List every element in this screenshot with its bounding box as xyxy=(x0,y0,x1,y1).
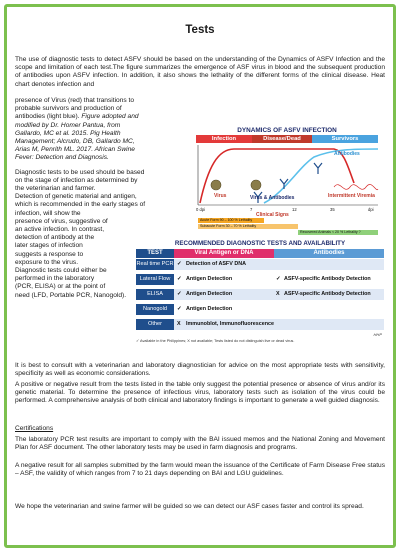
cell-mark: ✓ xyxy=(177,276,182,282)
left-line: infection, will show the xyxy=(15,209,81,217)
cell-mark: X xyxy=(276,291,280,297)
header-test: TEST xyxy=(136,249,174,258)
left-line: detection of antibody at the xyxy=(15,234,95,242)
cell-antigen: Antigen Detection xyxy=(186,291,233,297)
left-line: Management; Alcrudo, DB, Gallardo MC, xyxy=(15,138,135,146)
pcr-paragraph: The laboratory PCR test results are important to comply with the BAI issued memos and the National Zoning and Movement Plan for ASF document. The other laboratory tests may be used in farm diagnosis and programs. xyxy=(15,436,385,452)
cell-mark: ✓ xyxy=(177,291,182,297)
left-line: the veterinarian and farmer. xyxy=(15,185,96,193)
row-label: Lateral Flow xyxy=(136,274,174,285)
x-tick: 7 xyxy=(250,207,253,212)
left-line: exposure to the virus. xyxy=(15,258,79,266)
result-paragraph: A positive or negative result from the tests listed in the table only suggest the potential presence or absence of virus and/or its genetic material. To determine the presence of infectious virus, laboratory tests such as isolation of the virus could be performed. A comprehensive analysis of both clinical and laboratory findings is important to generate a well guided diagnosis. xyxy=(15,381,385,405)
left-line: (PCR, ELISA) or at the point of xyxy=(15,283,106,291)
acute-bar: Acute Form 90 – 100 % Lethality xyxy=(198,218,264,223)
left-line: an active infection. In contrast, xyxy=(15,226,105,234)
left-line: on the stage of infection as determined by xyxy=(15,176,138,184)
left-line: Diagnostic tests could either be xyxy=(15,267,107,275)
cell-mark: ✓ xyxy=(177,261,182,267)
left-line: Detection of genetic material and antigen, xyxy=(15,193,137,201)
intro-paragraph: The use of diagnostic tests to detect ASFV should be based on the understanding of the Dynamics of ASFV Infection and the scope and limitation of each test.The figure summarizes the emergence of ASF virus in blood and the subsequent production of antibodies upon ASFV infection. In addition, it also shows the lethality of the different forms of the clinical disease. Heat chart denotes infection and xyxy=(15,56,385,88)
table-signature: HHP xyxy=(373,332,382,337)
certifications-heading: Certifications xyxy=(15,425,54,432)
row-label: Nanogold xyxy=(136,304,174,315)
recovered-bar: Recovered Animals < 20 % Lethality ? xyxy=(298,230,378,235)
left-line: suggests a response to xyxy=(15,250,84,258)
label-virus: Virus xyxy=(214,193,227,199)
table-title: RECOMMENDED DIAGNOSTIC TESTS AND AVAILABILITY xyxy=(174,240,346,247)
left-line: presence of Virus (red) that transitions to xyxy=(15,97,134,104)
x-tick: 35 xyxy=(330,207,335,212)
left-line-text: antibodies (light blue). xyxy=(15,113,80,121)
cell-mark: ✓ xyxy=(177,306,182,312)
page-title: Tests xyxy=(185,24,215,36)
left-line: Arias M, Penrith ML. 2017. African Swine xyxy=(15,146,135,154)
viremia-curve xyxy=(334,184,378,189)
left-line: need (LFD, Portable PCR, Nanogold). xyxy=(15,291,127,299)
left-line: Gallardo, MC et al. 2015. Pig Health xyxy=(15,129,121,137)
phase-disease: Disease/Dead xyxy=(252,135,312,143)
cell-antibody: ASFV-specific Antibody Detection xyxy=(284,276,371,282)
left-line: Fever: Detection and Diagnosis. xyxy=(15,154,109,162)
row-label: ELISA xyxy=(136,289,174,300)
table-row xyxy=(136,289,384,300)
table-row xyxy=(136,304,384,315)
left-line: presence of virus, suggestive of xyxy=(15,217,108,225)
left-line: modified by Dr. Homer Pantua, from xyxy=(15,121,121,129)
cell-antigen: Detection of ASFV DNA xyxy=(186,261,246,267)
x-tick: dpi xyxy=(368,207,374,212)
tests-table xyxy=(136,240,384,346)
label-virus-antibodies: Virus & Antibodies xyxy=(250,195,295,201)
consult-paragraph: It is best to consult with a veterinarian and laboratory diagnostician for advice on the most appropriate tests with sensitivity, specificity as well as economic considerations. xyxy=(15,362,385,378)
left-line xyxy=(15,113,193,121)
cell-mark: X xyxy=(177,321,181,327)
row-label: Other xyxy=(136,319,174,330)
left-line: later stages of infection xyxy=(15,242,83,250)
label-viremia: Intermittent Viremia xyxy=(328,193,375,199)
x-tick: 0 dpi xyxy=(196,207,206,212)
cell-antigen: Antigen Detection xyxy=(186,306,233,312)
row-label: Real time PCR xyxy=(136,259,174,270)
table-footnote: ✓ Available in the Philippines; X not available; Tests listed do not distinguish live or dead virus. xyxy=(136,339,295,343)
left-line-italic: Figure adopted and xyxy=(79,113,139,121)
table-row xyxy=(136,319,384,330)
left-line: Diagnostic tests to be used should be based xyxy=(15,168,145,176)
x-tick: 12 xyxy=(292,207,297,212)
x-label: Clinical Signs xyxy=(256,212,289,218)
phase-infection: Infection xyxy=(196,135,252,143)
cell-antigen: Antigen Detection xyxy=(186,276,233,282)
left-line: performed in the laboratory xyxy=(15,275,95,283)
table-row xyxy=(136,274,384,285)
virus-icon xyxy=(251,180,261,190)
cell-antigen: Immunoblot, Immunofluorescence xyxy=(186,321,275,327)
header-antibodies: Antibodies xyxy=(274,249,384,258)
left-line: which is recommended in the early stages of xyxy=(15,201,146,209)
header-antigen: Viral Antigen or DNA xyxy=(174,249,274,258)
left-line: probable survivors and production of xyxy=(15,105,122,113)
negative-result-paragraph: A negative result for all samples submitted by the farm would mean the issuance of the Certificate of Farm Disease Free status – ASF, the validity of which ranges from 7 to 21 days depending on BAI and LGU guidelines. xyxy=(15,462,385,478)
virus-icon xyxy=(211,180,221,190)
cell-antibody: ASFV-specific Antibody Detection xyxy=(284,291,371,297)
dynamics-chart xyxy=(194,127,380,235)
closing-paragraph: We hope the veterinarian and swine farmer will be guided so we can detect our ASF cases faster and control its spread. xyxy=(15,503,364,510)
phase-survivors: Survivors xyxy=(312,135,378,143)
table-row xyxy=(136,259,384,270)
subacute-bar: Subacute Form 30 – 70 % Lethality xyxy=(198,224,298,229)
cell-mark: ✓ xyxy=(276,276,281,282)
chart-title: DYNAMICS OF ASFV INFECTION xyxy=(237,127,337,134)
label-antibodies: Antibodies xyxy=(334,151,360,157)
